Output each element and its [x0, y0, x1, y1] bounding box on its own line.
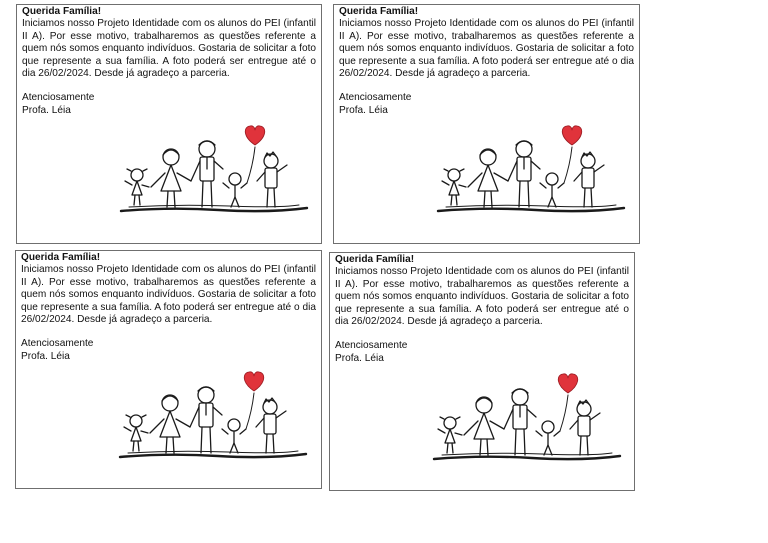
letter-body: Iniciamos nosso Projeto Identidade com os alunos do PEI (infantil II A). Por esse motivo, trabalharemos as questões referente a quem nós somos enquanto indivíduos. Gostaria de solicitar a foto que represente a sua família. A foto poderá ser entregue até o dia 26/02/2024. Desde já agradeço a parceria. — [335, 266, 629, 328]
letter-greeting: Querida Família! — [22, 6, 102, 17]
letter-card — [329, 252, 635, 491]
letter-signature: Profa. Léia — [339, 104, 388, 116]
letter-body: Iniciamos nosso Projeto Identidade com os alunos do PEI (infantil II A). Por esse motivo, trabalharemos as questões referente a quem nós somos enquanto indivíduos. Gostaria de solicitar a foto que represente a sua família. A foto poderá ser entregue até o dia 26/02/2024. Desde já agradeço a parceria. — [21, 264, 316, 326]
letter-greeting: Querida Família! — [335, 254, 415, 265]
letter-body: Iniciamos nosso Projeto Identidade com os alunos do PEI (infantil II A). Por esse motivo, trabalharemos as questões referente a quem nós somos enquanto indivíduos. Gostaria de solicitar a foto que represente a sua família. A foto poderá ser entregue até o dia 26/02/2024. Desde já agradeço a parceria. — [339, 18, 634, 80]
letter-greeting: Querida Família! — [21, 252, 101, 263]
letter-closing: Atenciosamente — [339, 92, 412, 104]
letter-greeting: Querida Família! — [339, 6, 419, 17]
letter-signature: Profa. Léia — [335, 352, 384, 364]
letter-body: Iniciamos nosso Projeto Identidade com os alunos do PEI (infantil II A). Por esse motivo, trabalharemos as questões referente a quem nós somos enquanto indivíduos. Gostaria de solicitar a foto que represente a sua família. A foto poderá ser entregue até o dia 26/02/2024. Desde já agradeço a parceria. — [22, 18, 316, 80]
family-illustration-icon — [118, 371, 308, 461]
letter-closing: Atenciosamente — [21, 338, 94, 350]
letter-card — [333, 4, 640, 244]
letter-closing: Atenciosamente — [335, 340, 408, 352]
family-illustration-icon — [119, 125, 309, 215]
letter-closing: Atenciosamente — [22, 92, 95, 104]
family-illustration-icon — [436, 125, 626, 215]
letter-signature: Profa. Léia — [21, 350, 70, 362]
letter-signature: Profa. Léia — [22, 104, 71, 116]
letter-card — [16, 4, 322, 244]
family-illustration-icon — [432, 373, 622, 463]
letter-card — [15, 250, 322, 489]
